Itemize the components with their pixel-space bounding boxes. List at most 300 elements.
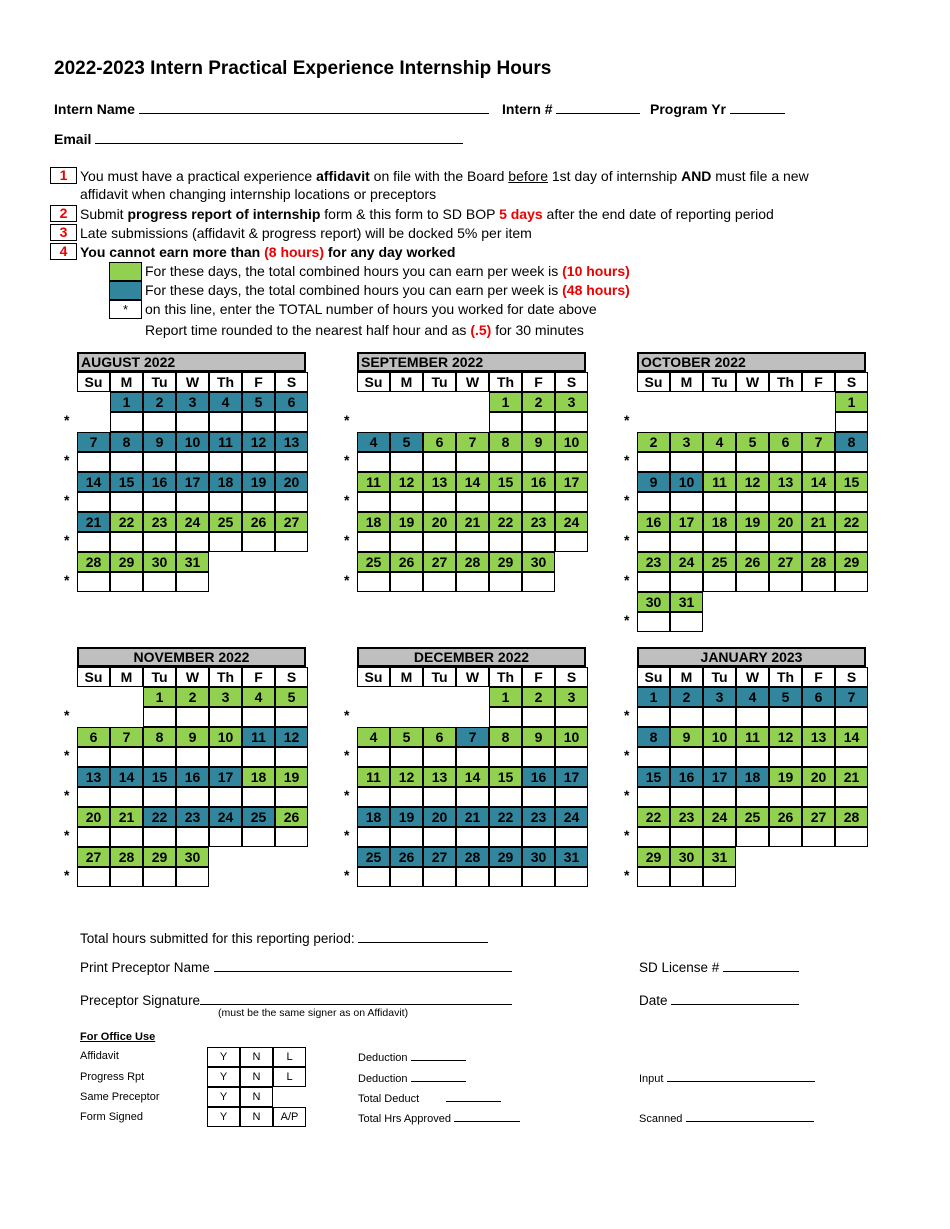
- hours-entry-cell[interactable]: [357, 867, 390, 887]
- calendar-day: 26: [769, 807, 802, 827]
- hours-entry-cell[interactable]: [275, 412, 308, 432]
- hours-entry-cell[interactable]: [209, 747, 242, 767]
- hours-entry-cell[interactable]: [357, 747, 390, 767]
- hours-entry-cell[interactable]: [703, 452, 736, 472]
- calendar-day: 15: [489, 767, 522, 787]
- hours-entry-cell[interactable]: [835, 452, 868, 472]
- hours-entry-cell[interactable]: [489, 787, 522, 807]
- hours-entry-cell[interactable]: [555, 827, 588, 847]
- hours-entry-cell[interactable]: [390, 532, 423, 552]
- hours-entry-cell[interactable]: [670, 612, 703, 632]
- hours-entry-cell[interactable]: [242, 747, 275, 767]
- calendar-day: 12: [769, 727, 802, 747]
- hours-entry-cell[interactable]: [670, 867, 703, 887]
- calendar-day: 11: [357, 767, 390, 787]
- hours-entry-cell[interactable]: [670, 532, 703, 552]
- rule-3: [50, 224, 850, 242]
- office-label-affidavit: Affidavit: [80, 1050, 119, 1062]
- hours-entry-cell[interactable]: [275, 532, 308, 552]
- hours-entry-cell[interactable]: [275, 747, 308, 767]
- hours-entry-cell[interactable]: [176, 412, 209, 432]
- hours-entry-cell[interactable]: [423, 747, 456, 767]
- hours-entry-cell[interactable]: [802, 492, 835, 512]
- hours-entry-cell[interactable]: [143, 532, 176, 552]
- hours-entry-cell[interactable]: [423, 532, 456, 552]
- hours-entry-cell[interactable]: [456, 747, 489, 767]
- date-field[interactable]: [671, 992, 799, 1005]
- calendar-day: 24: [670, 552, 703, 572]
- progress-l-box[interactable]: L: [273, 1067, 306, 1087]
- hours-entry-cell[interactable]: [835, 827, 868, 847]
- hours-entry-cell[interactable]: [143, 867, 176, 887]
- hours-entry-cell[interactable]: [637, 492, 670, 512]
- hours-entry-cell[interactable]: [357, 452, 390, 472]
- weekday-header: W: [736, 372, 769, 392]
- hours-entry-cell[interactable]: [769, 827, 802, 847]
- hours-entry-cell[interactable]: [209, 827, 242, 847]
- hours-entry-cell[interactable]: [77, 867, 110, 887]
- hours-entry-cell[interactable]: [703, 827, 736, 847]
- hours-entry-cell[interactable]: [143, 452, 176, 472]
- calendar-day: 9: [670, 727, 703, 747]
- hours-entry-cell[interactable]: [390, 787, 423, 807]
- weekday-header: W: [456, 667, 489, 687]
- calendar-day: 31: [703, 847, 736, 867]
- form-signed-n-box[interactable]: N: [240, 1107, 273, 1127]
- hours-entry-cell[interactable]: [555, 867, 588, 887]
- hours-entry-cell[interactable]: [802, 572, 835, 592]
- hours-entry-cell[interactable]: [637, 867, 670, 887]
- hours-entry-cell[interactable]: [835, 707, 868, 727]
- hours-entry-cell[interactable]: [77, 787, 110, 807]
- hours-entry-cell[interactable]: [176, 452, 209, 472]
- hours-entry-cell[interactable]: [736, 532, 769, 552]
- hours-entry-cell[interactable]: [835, 412, 868, 432]
- hours-line-marker: *: [344, 452, 350, 468]
- hours-entry-cell[interactable]: [555, 787, 588, 807]
- hours-entry-cell[interactable]: [802, 532, 835, 552]
- hours-entry-cell[interactable]: [110, 492, 143, 512]
- hours-entry-cell[interactable]: [143, 827, 176, 847]
- input-field[interactable]: [667, 1071, 815, 1082]
- hours-entry-cell[interactable]: [456, 827, 489, 847]
- email-field[interactable]: [95, 131, 463, 144]
- hours-entry-cell[interactable]: [555, 532, 588, 552]
- program-year-field[interactable]: [730, 101, 785, 114]
- intern-number-field[interactable]: [556, 101, 640, 114]
- hours-entry-cell[interactable]: [176, 707, 209, 727]
- calendar-day: 16: [522, 472, 555, 492]
- calendar-day: 8: [835, 432, 868, 452]
- star-swatch: *: [109, 300, 142, 319]
- hours-entry-cell[interactable]: [736, 747, 769, 767]
- hours-entry-cell[interactable]: [703, 532, 736, 552]
- hours-entry-cell[interactable]: [637, 572, 670, 592]
- weekday-header: Tu: [703, 372, 736, 392]
- hours-line-marker: *: [344, 412, 350, 428]
- calendar-day: 27: [423, 847, 456, 867]
- hours-entry-cell[interactable]: [769, 532, 802, 552]
- hours-entry-cell[interactable]: [802, 707, 835, 727]
- hours-entry-cell[interactable]: [670, 787, 703, 807]
- hours-entry-cell[interactable]: [522, 532, 555, 552]
- hours-entry-cell[interactable]: [489, 452, 522, 472]
- calendar-day: 9: [143, 432, 176, 452]
- intern-name-field[interactable]: [139, 101, 489, 114]
- hours-entry-cell[interactable]: [670, 707, 703, 727]
- calendar-day: 7: [110, 727, 143, 747]
- license-row: [639, 959, 799, 975]
- form-signed-ap-box[interactable]: A/P: [273, 1107, 306, 1127]
- date-row: [639, 992, 799, 1008]
- hours-entry-cell[interactable]: [522, 572, 555, 592]
- same-preceptor-y-box[interactable]: Y: [207, 1087, 240, 1107]
- hours-entry-cell[interactable]: [522, 492, 555, 512]
- hours-entry-cell[interactable]: [769, 707, 802, 727]
- hours-entry-cell[interactable]: [242, 412, 275, 432]
- calendar-day: 20: [423, 807, 456, 827]
- hours-entry-cell[interactable]: [522, 827, 555, 847]
- hours-entry-cell[interactable]: [555, 412, 588, 432]
- calendar-day: 11: [736, 727, 769, 747]
- signature-field[interactable]: [200, 992, 512, 1005]
- hours-entry-cell[interactable]: [242, 787, 275, 807]
- hours-entry-cell[interactable]: [736, 492, 769, 512]
- hours-line-marker: *: [344, 747, 350, 763]
- calendar-day: 13: [423, 472, 456, 492]
- calendar-day: 3: [209, 687, 242, 707]
- hours-entry-cell[interactable]: [802, 747, 835, 767]
- hours-entry-cell[interactable]: [703, 572, 736, 592]
- hours-entry-cell[interactable]: [637, 747, 670, 767]
- hours-entry-cell[interactable]: [555, 707, 588, 727]
- hours-entry-cell[interactable]: [802, 452, 835, 472]
- hours-entry-cell[interactable]: [390, 572, 423, 592]
- hours-entry-cell[interactable]: [209, 452, 242, 472]
- affidavit-y-box[interactable]: Y: [207, 1047, 240, 1067]
- rule-number: 1: [50, 167, 77, 184]
- hours-entry-cell[interactable]: [522, 747, 555, 767]
- hours-entry-cell[interactable]: [736, 572, 769, 592]
- hours-entry-cell[interactable]: [522, 707, 555, 727]
- hours-entry-cell[interactable]: [390, 827, 423, 847]
- hours-entry-cell[interactable]: [670, 572, 703, 592]
- hours-entry-cell[interactable]: [209, 532, 242, 552]
- same-preceptor-n-box[interactable]: N: [240, 1087, 273, 1107]
- hours-entry-cell[interactable]: [670, 452, 703, 472]
- hours-entry-cell[interactable]: [176, 492, 209, 512]
- hours-entry-cell[interactable]: [703, 747, 736, 767]
- calendar-day: 22: [489, 512, 522, 532]
- calendar-day: 13: [77, 767, 110, 787]
- hours-entry-cell[interactable]: [456, 492, 489, 512]
- hours-entry-cell[interactable]: [637, 827, 670, 847]
- preceptor-name-field[interactable]: [214, 959, 512, 972]
- hours-entry-cell[interactable]: [176, 867, 209, 887]
- total-hrs-approved-row: Total Hrs Approved: [358, 1111, 520, 1125]
- rule-number: 2: [50, 205, 77, 222]
- calendar-day: 5: [275, 687, 308, 707]
- calendar-day: 6: [275, 392, 308, 412]
- hours-entry-cell[interactable]: [736, 827, 769, 847]
- hours-entry-cell[interactable]: [209, 707, 242, 727]
- calendar-day: 13: [275, 432, 308, 452]
- hours-entry-cell[interactable]: [209, 412, 242, 432]
- weekday-header: S: [835, 667, 868, 687]
- hours-entry-cell[interactable]: [637, 612, 670, 632]
- calendar-day: 24: [555, 512, 588, 532]
- hours-line-marker: *: [64, 827, 70, 843]
- rule-text: Submit progress report of internship form & this form to SD BOP 5 days after the end date of reporting period: [80, 206, 774, 222]
- hours-entry-cell[interactable]: [555, 747, 588, 767]
- hours-entry-cell[interactable]: [802, 787, 835, 807]
- calendar-day: 14: [456, 472, 489, 492]
- calendar-day: 29: [143, 847, 176, 867]
- calendar-day: 9: [637, 472, 670, 492]
- calendar-day: 21: [456, 807, 489, 827]
- hours-entry-cell[interactable]: [670, 827, 703, 847]
- calendar-day: 18: [357, 807, 390, 827]
- hours-entry-cell[interactable]: [77, 572, 110, 592]
- hours-entry-cell[interactable]: [357, 787, 390, 807]
- hours-entry-cell[interactable]: [77, 452, 110, 472]
- total-hrs-approved-field[interactable]: [454, 1111, 520, 1122]
- hours-line-marker: *: [624, 412, 630, 428]
- hours-entry-cell[interactable]: [769, 572, 802, 592]
- weekday-header: Su: [637, 667, 670, 687]
- hours-entry-cell[interactable]: [456, 532, 489, 552]
- hours-entry-cell[interactable]: [423, 492, 456, 512]
- total-hours-label: Total hours submitted for this reporting period:: [80, 931, 355, 946]
- hours-entry-cell[interactable]: [242, 492, 275, 512]
- hours-entry-cell[interactable]: [456, 867, 489, 887]
- hours-entry-cell[interactable]: [670, 492, 703, 512]
- hours-entry-cell[interactable]: [143, 412, 176, 432]
- hours-entry-cell[interactable]: [522, 867, 555, 887]
- hours-entry-cell[interactable]: [110, 412, 143, 432]
- hours-entry-cell[interactable]: [357, 532, 390, 552]
- affidavit-l-box[interactable]: L: [273, 1047, 306, 1067]
- hours-entry-cell[interactable]: [736, 707, 769, 727]
- hours-entry-cell[interactable]: [835, 787, 868, 807]
- calendar-day: 20: [802, 767, 835, 787]
- calendar-day: 5: [390, 432, 423, 452]
- calendar-day: 27: [77, 847, 110, 867]
- calendar-day: 10: [209, 727, 242, 747]
- hours-entry-cell[interactable]: [835, 747, 868, 767]
- hours-entry-cell[interactable]: [703, 492, 736, 512]
- hours-entry-cell[interactable]: [209, 492, 242, 512]
- calendar-day: 21: [456, 512, 489, 532]
- calendar-day: 18: [703, 512, 736, 532]
- calendar-day: 8: [110, 432, 143, 452]
- hours-entry-cell[interactable]: [769, 747, 802, 767]
- hours-entry-cell[interactable]: [176, 572, 209, 592]
- hours-entry-cell[interactable]: [275, 452, 308, 472]
- hours-entry-cell[interactable]: [835, 572, 868, 592]
- calendar-day: 9: [522, 432, 555, 452]
- hours-entry-cell[interactable]: [637, 532, 670, 552]
- calendar-day: 5: [769, 687, 802, 707]
- hours-entry-cell[interactable]: [769, 787, 802, 807]
- hours-entry-cell[interactable]: [143, 747, 176, 767]
- hours-entry-cell[interactable]: [423, 572, 456, 592]
- hours-entry-cell[interactable]: [176, 532, 209, 552]
- intern-name-label: Intern Name: [54, 101, 135, 117]
- hours-entry-cell[interactable]: [77, 532, 110, 552]
- progress-y-box[interactable]: Y: [207, 1067, 240, 1087]
- hours-entry-cell[interactable]: [736, 452, 769, 472]
- hours-entry-cell[interactable]: [489, 867, 522, 887]
- hours-entry-cell[interactable]: [489, 747, 522, 767]
- hours-entry-cell[interactable]: [77, 747, 110, 767]
- hours-entry-cell[interactable]: [522, 412, 555, 432]
- total-hours-row: [80, 930, 488, 946]
- hours-entry-cell[interactable]: [357, 827, 390, 847]
- hours-entry-cell[interactable]: [637, 707, 670, 727]
- hours-entry-cell[interactable]: [637, 452, 670, 472]
- calendar-day: 14: [110, 767, 143, 787]
- hours-entry-cell[interactable]: [703, 787, 736, 807]
- hours-entry-cell[interactable]: [736, 787, 769, 807]
- weekday-header: W: [736, 667, 769, 687]
- hours-entry-cell[interactable]: [769, 492, 802, 512]
- calendar-day: 19: [390, 512, 423, 532]
- hours-entry-cell[interactable]: [110, 787, 143, 807]
- hours-entry-cell[interactable]: [423, 827, 456, 847]
- calendar-day: 30: [670, 847, 703, 867]
- hours-entry-cell[interactable]: [423, 452, 456, 472]
- hours-entry-cell[interactable]: [176, 827, 209, 847]
- hours-entry-cell[interactable]: [390, 867, 423, 887]
- hours-entry-cell[interactable]: [670, 747, 703, 767]
- legend-star: * on this line, enter the TOTAL number of hours you worked for date above: [109, 300, 809, 319]
- hours-entry-cell[interactable]: [703, 707, 736, 727]
- calendar-day: 2: [670, 687, 703, 707]
- hours-entry-cell[interactable]: [275, 492, 308, 512]
- scanned-field[interactable]: [686, 1111, 814, 1122]
- calendar-day: 16: [143, 472, 176, 492]
- hours-entry-cell[interactable]: [489, 412, 522, 432]
- hours-entry-cell[interactable]: [456, 452, 489, 472]
- hours-entry-cell[interactable]: [275, 707, 308, 727]
- hours-entry-cell[interactable]: [110, 867, 143, 887]
- license-field[interactable]: [723, 959, 799, 972]
- hours-entry-cell[interactable]: [209, 787, 242, 807]
- hours-line-marker: *: [64, 492, 70, 508]
- calendar-day: 16: [637, 512, 670, 532]
- calendar-day: 7: [456, 432, 489, 452]
- hours-entry-cell[interactable]: [143, 707, 176, 727]
- calendar-month-title: OCTOBER 2022: [637, 352, 866, 372]
- hours-entry-cell[interactable]: [390, 747, 423, 767]
- progress-n-box[interactable]: N: [240, 1067, 273, 1087]
- calendar-day: 12: [736, 472, 769, 492]
- deduction-1-field[interactable]: [411, 1050, 466, 1061]
- hours-entry-cell[interactable]: [637, 787, 670, 807]
- hours-entry-cell[interactable]: [489, 492, 522, 512]
- hours-entry-cell[interactable]: [390, 452, 423, 472]
- hours-entry-cell[interactable]: [77, 492, 110, 512]
- hours-line-marker: *: [64, 707, 70, 723]
- calendar-day: 2: [176, 687, 209, 707]
- hours-entry-cell[interactable]: [456, 572, 489, 592]
- hours-entry-cell[interactable]: [176, 747, 209, 767]
- hours-entry-cell[interactable]: [423, 867, 456, 887]
- calendar-day: 31: [555, 847, 588, 867]
- hours-entry-cell[interactable]: [456, 787, 489, 807]
- hours-entry-cell[interactable]: [555, 492, 588, 512]
- affidavit-n-box[interactable]: N: [240, 1047, 273, 1067]
- hours-entry-cell[interactable]: [522, 787, 555, 807]
- hours-entry-cell[interactable]: [77, 827, 110, 847]
- hours-entry-cell[interactable]: [703, 867, 736, 887]
- calendar-day: 12: [390, 472, 423, 492]
- hours-entry-cell[interactable]: [176, 787, 209, 807]
- hours-entry-cell[interactable]: [835, 532, 868, 552]
- calendar-day: 31: [176, 552, 209, 572]
- calendar-day: 23: [522, 807, 555, 827]
- hours-entry-cell[interactable]: [275, 787, 308, 807]
- hours-entry-cell[interactable]: [357, 572, 390, 592]
- hours-entry-cell[interactable]: [110, 452, 143, 472]
- deduction-2-field[interactable]: [411, 1071, 466, 1082]
- hours-entry-cell[interactable]: [489, 532, 522, 552]
- hours-entry-cell[interactable]: [242, 827, 275, 847]
- total-hours-field[interactable]: [358, 930, 488, 943]
- hours-entry-cell[interactable]: [143, 787, 176, 807]
- hours-entry-cell[interactable]: [110, 532, 143, 552]
- hours-entry-cell[interactable]: [489, 707, 522, 727]
- hours-entry-cell[interactable]: [110, 747, 143, 767]
- hours-entry-cell[interactable]: [357, 492, 390, 512]
- hours-entry-cell[interactable]: [835, 492, 868, 512]
- hours-entry-cell[interactable]: [769, 452, 802, 472]
- total-deduct-field[interactable]: [446, 1091, 501, 1102]
- calendar-day: 28: [456, 552, 489, 572]
- calendar-day: 15: [143, 767, 176, 787]
- hours-entry-cell[interactable]: [489, 572, 522, 592]
- hours-entry-cell[interactable]: [423, 787, 456, 807]
- calendar-day: 21: [110, 807, 143, 827]
- hours-entry-cell[interactable]: [555, 452, 588, 472]
- hours-entry-cell[interactable]: [143, 492, 176, 512]
- calendar-day: 5: [242, 392, 275, 412]
- hours-entry-cell[interactable]: [275, 827, 308, 847]
- hours-line-marker: *: [624, 867, 630, 883]
- hours-entry-cell[interactable]: [143, 572, 176, 592]
- weekday-header: Su: [637, 372, 670, 392]
- hours-entry-cell[interactable]: [242, 707, 275, 727]
- hours-line-marker: *: [624, 707, 630, 723]
- hours-line-marker: *: [344, 787, 350, 803]
- hours-entry-cell[interactable]: [802, 827, 835, 847]
- hours-entry-cell[interactable]: [390, 492, 423, 512]
- hours-entry-cell[interactable]: [242, 532, 275, 552]
- intern-number-row: [502, 101, 640, 117]
- hours-entry-cell[interactable]: [489, 827, 522, 847]
- weekday-header: Th: [489, 667, 522, 687]
- hours-entry-cell[interactable]: [110, 827, 143, 847]
- hours-entry-cell[interactable]: [242, 452, 275, 472]
- hours-entry-cell[interactable]: [522, 452, 555, 472]
- form-signed-y-box[interactable]: Y: [207, 1107, 240, 1127]
- calendar-day: 30: [176, 847, 209, 867]
- hours-entry-cell[interactable]: [110, 572, 143, 592]
- weekday-header: S: [555, 372, 588, 392]
- calendar-day: 15: [489, 472, 522, 492]
- calendar-day: 10: [670, 472, 703, 492]
